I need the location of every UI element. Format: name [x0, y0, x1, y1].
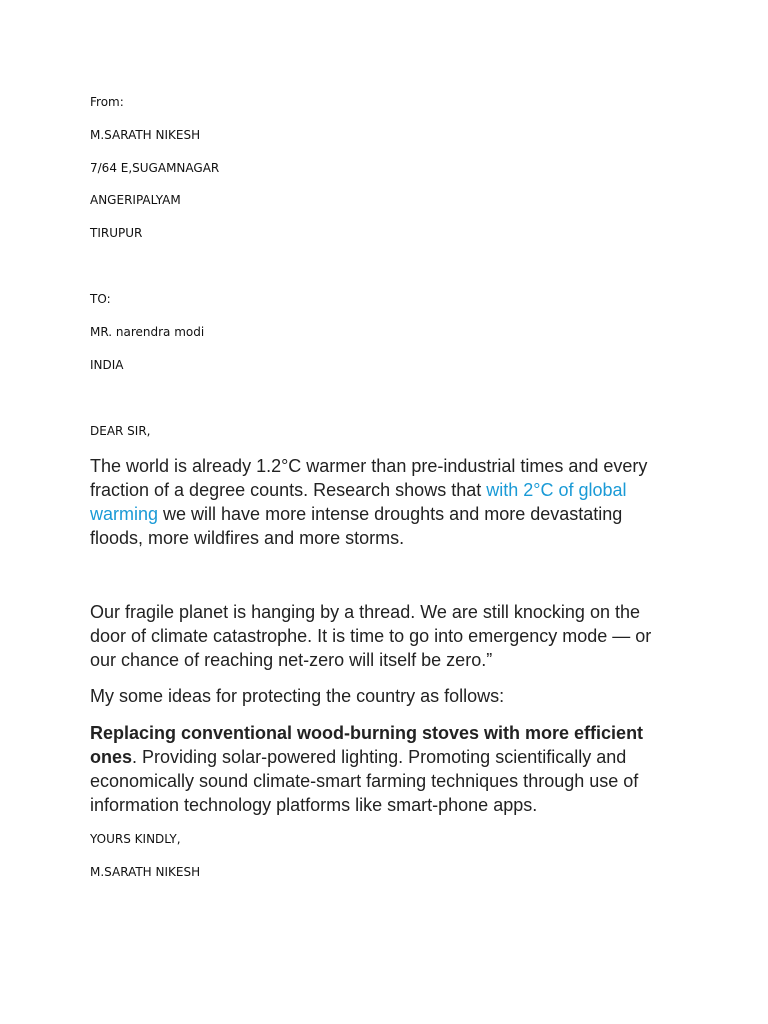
- paragraph-planet: Our fragile planet is hanging by a thread. We are still knocking on the door of climate catastrophe. It is time to go into emergency mode — or our chance of reaching net-zero will itself be zero.”: [90, 602, 652, 670]
- from-label: From:: [90, 95, 124, 109]
- ideas-bold-text: Replacing conventional wood-burning stoves with more efficient ones: [90, 723, 644, 767]
- paragraph-ideas-intro: My some ideas for protecting the country as follows:: [90, 686, 505, 706]
- closing: YOURS KINDLY,: [90, 832, 181, 846]
- global-warming-link[interactable]: with 2°C of global warming: [90, 480, 627, 524]
- paragraph-ideas: [90, 721, 680, 817]
- signature: M.SARATH NIKESH: [90, 865, 201, 879]
- sender-address-line2: ANGERIPALYAM: [90, 193, 181, 207]
- paragraph-warming-text-2: we will have more intense droughts and more devastating floods, more wildfires and more storms.: [90, 504, 623, 548]
- sender-name: M.SARATH NIKESH: [90, 128, 201, 142]
- ideas-rest-text: . Providing solar-powered lighting. Promoting scientifically and economically sound climate-smart farming techniques through use of information technology platforms like smart-phone apps.: [90, 747, 639, 815]
- sender-address-line1: 7/64 E,SUGAMNAGAR: [90, 161, 220, 175]
- to-label: TO:: [90, 292, 111, 306]
- paragraph-warming-text-1: The world is already 1.2°C warmer than pre-industrial times and every fraction of a degree counts. Research shows that: [90, 456, 648, 500]
- salutation: DEAR SIR,: [90, 424, 151, 438]
- paragraph-warming: [90, 454, 680, 550]
- recipient-country: INDIA: [90, 358, 124, 372]
- sender-city: TIRUPUR: [90, 226, 143, 240]
- recipient-name: MR. narendra modi: [90, 325, 205, 339]
